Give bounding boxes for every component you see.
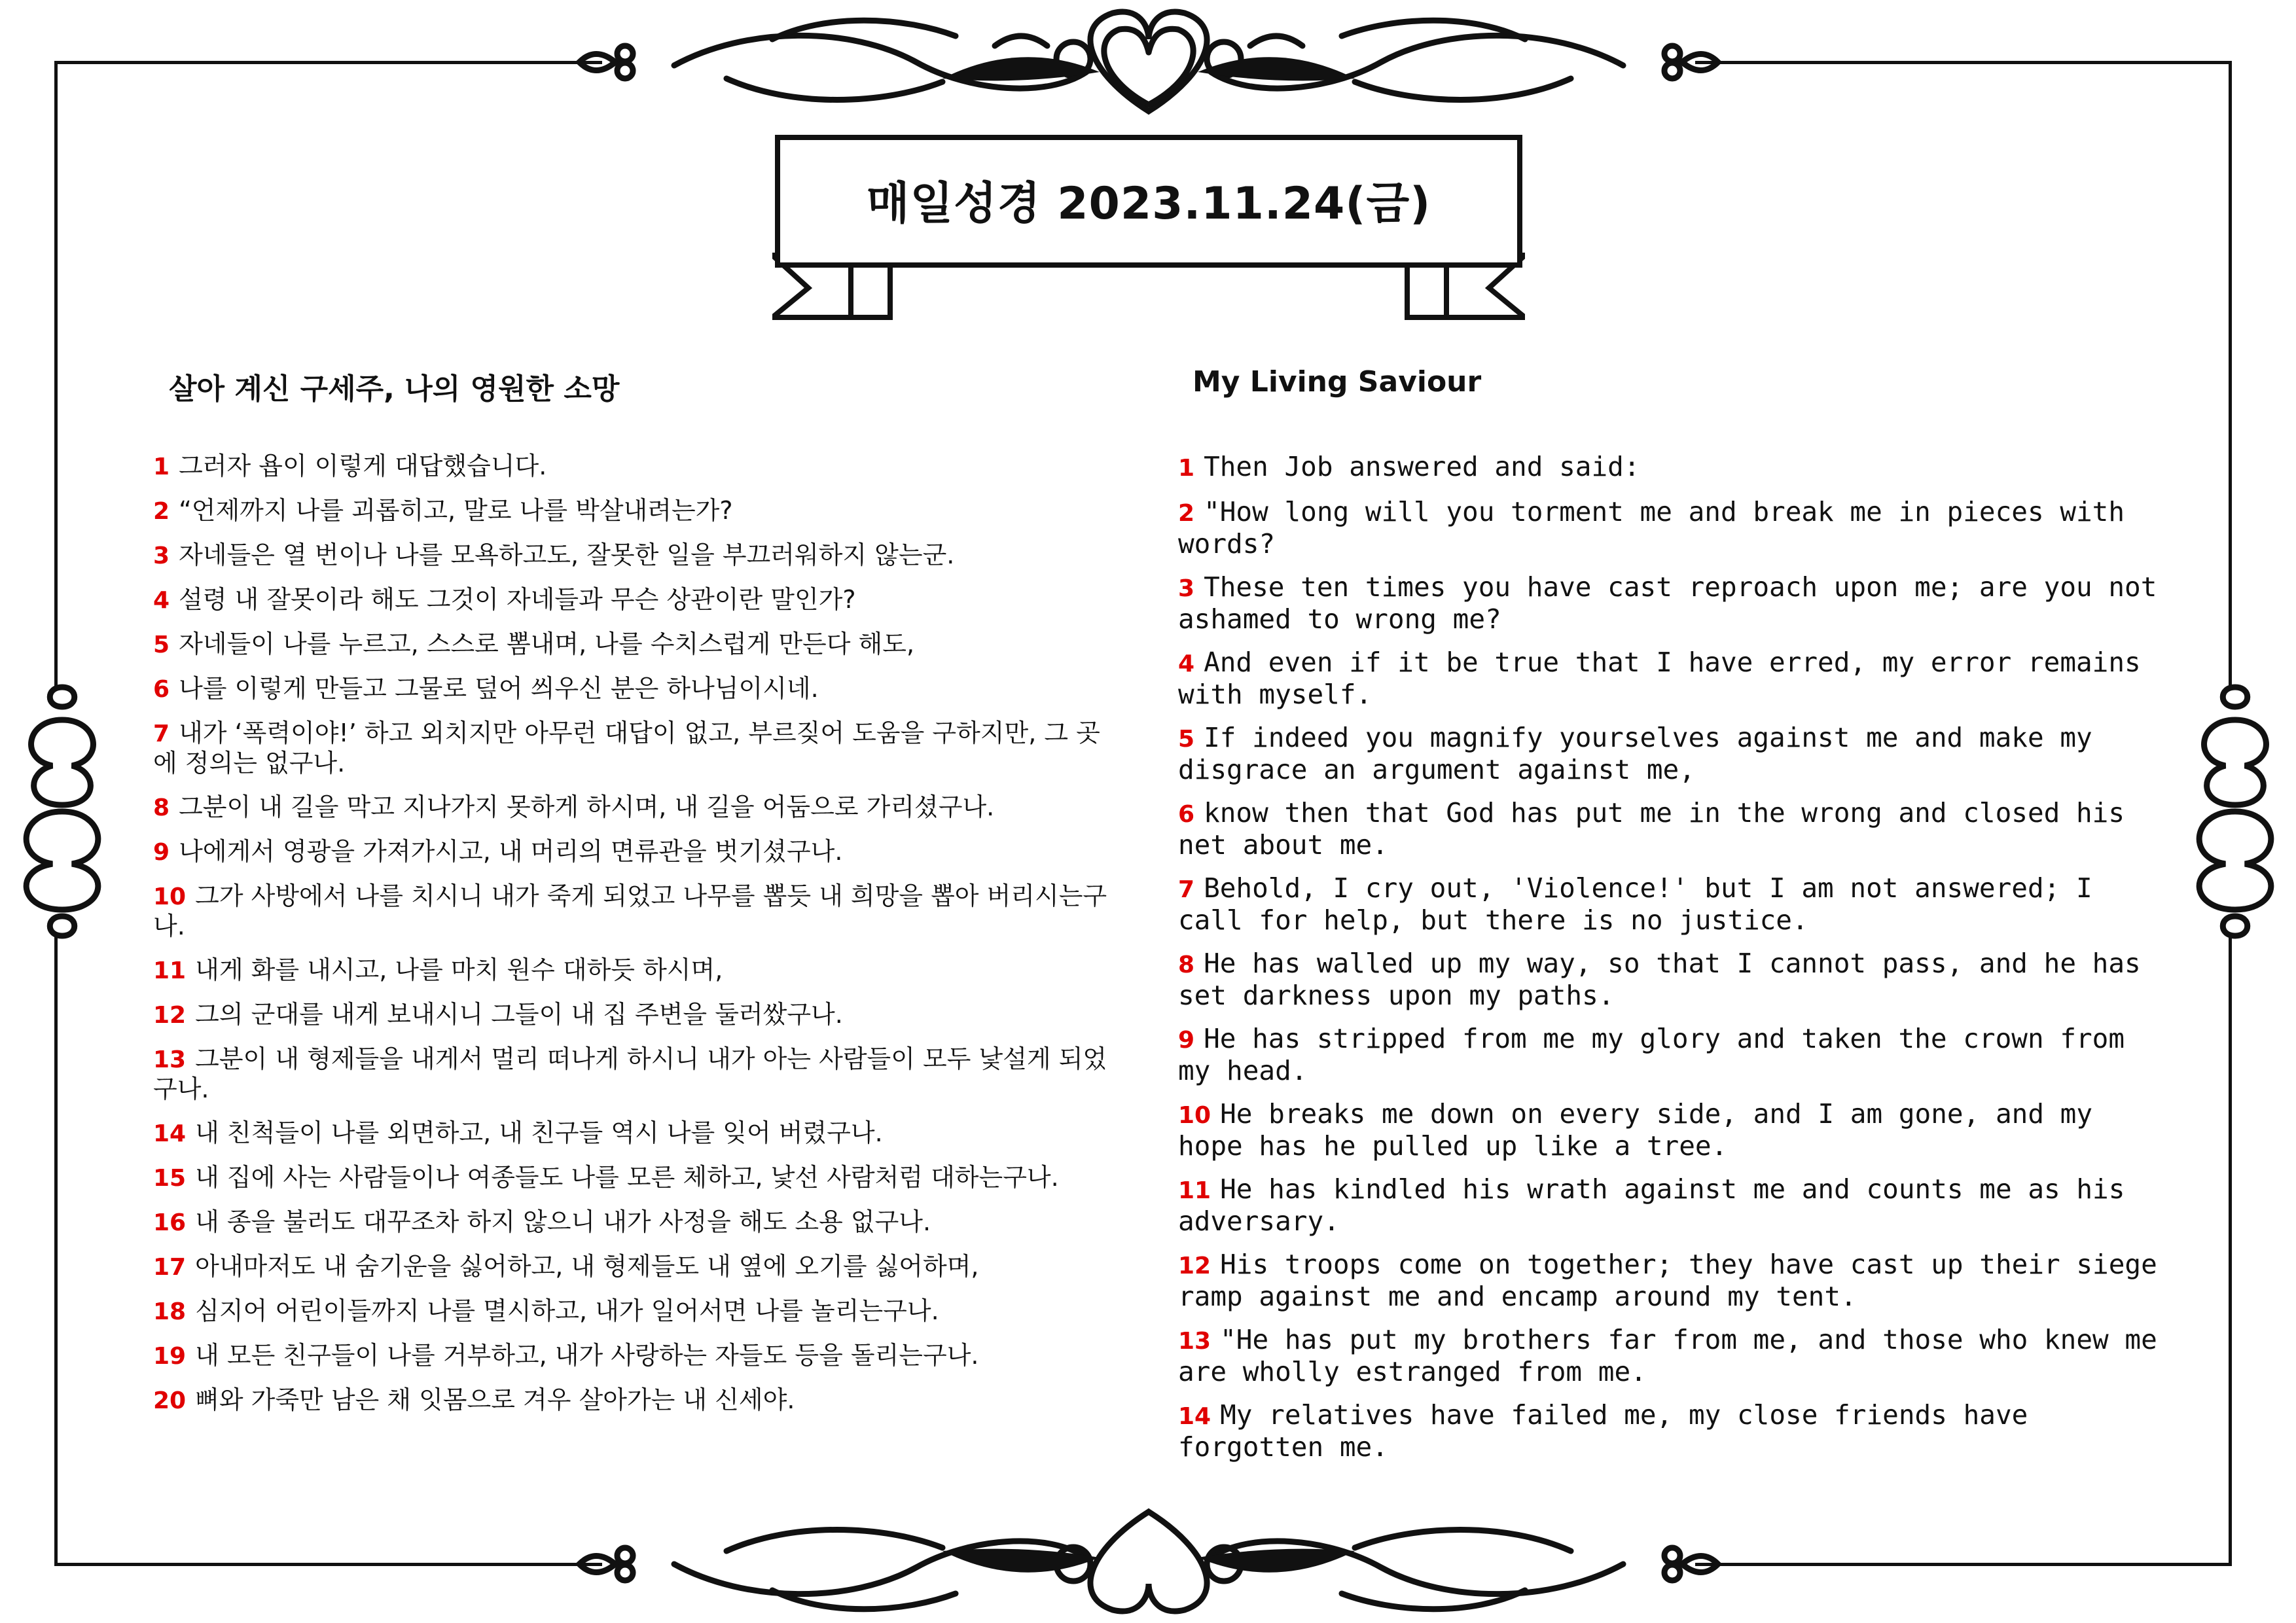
verse-number: 17 [153, 1254, 187, 1281]
verse-text: 자네들이 나를 누르고, 스스로 뽐내며, 나를 수치스럽게 만든다 해도, [179, 630, 915, 658]
verse-item [1178, 1400, 2160, 1462]
verse-item [1178, 1099, 2160, 1161]
verse-text: 뼈와 가죽만 남은 채 잇몸으로 겨우 살아가는 내 신세야. [195, 1385, 795, 1414]
verse-number: 10 [1178, 1102, 1211, 1129]
verse-number: 10 [153, 883, 187, 910]
right-side-ornament [2186, 674, 2284, 949]
verse-text: “언제까지 나를 괴롭히고, 말로 나를 박살내려는가? [179, 496, 733, 525]
verse-number: 5 [153, 632, 170, 658]
verse-number: 18 [153, 1298, 187, 1325]
verse-item [153, 1118, 1122, 1149]
verse-number: 4 [1178, 651, 1195, 677]
verse-text: He has walled up my way, so that I cannot pass, and he has set darkness upon my paths. [1178, 948, 2141, 1011]
verse-text: His troops come on together; they have cast up their siege ramp against me and encamp around my tent. [1178, 1249, 2157, 1312]
verse-item [1178, 452, 2160, 484]
verse-number: 8 [153, 794, 170, 821]
verse-item [1178, 647, 2160, 709]
verse-number: 7 [153, 721, 170, 747]
verse-item [153, 541, 1122, 571]
verse-text: 그가 사방에서 나를 치시니 내가 죽게 되었고 나무를 뽑듯 내 희망을 뽑아 버리시는구나. [153, 882, 1107, 940]
verse-text: 내 친척들이 나를 외면하고, 내 친구들 역시 나를 잊어 버렸구나. [195, 1118, 883, 1147]
verse-number: 7 [1178, 876, 1195, 903]
verse-text: 나를 이렇게 만들고 그물로 덮어 씌우신 분은 하나님이시네. [179, 674, 819, 703]
korean-verse-list [153, 452, 1122, 1430]
verse-number: 8 [1178, 952, 1195, 978]
verse-text: If indeed you magnify yourselves against me and make my disgrace an argument against me, [1178, 722, 2092, 785]
verse-item [153, 882, 1122, 941]
verse-text: 내 종을 불러도 대꾸조차 하지 않으니 내가 사정을 해도 소용 없구나. [195, 1207, 931, 1236]
verse-item [1178, 572, 2160, 634]
english-verse-list [1178, 452, 2160, 1475]
verse-number: 5 [1178, 726, 1195, 753]
korean-section-title: 살아 계신 구세주, 나의 영원한 소망 [169, 372, 620, 406]
verse-item [153, 837, 1122, 867]
verse-number: 6 [153, 676, 170, 703]
verse-item [153, 1207, 1122, 1238]
verse-item [1178, 1325, 2160, 1387]
verse-text: 내 집에 사는 사람들이나 여종들도 나를 모른 체하고, 낯선 사람처럼 대하는구나. [195, 1163, 1059, 1192]
verse-text: "He has put my brothers far from me, and those who knew me are wholly estranged from me. [1178, 1324, 2157, 1387]
verse-text: He has stripped from me my glory and taken the crown from my head. [1178, 1023, 2125, 1086]
verse-text: 그러자 욥이 이렇게 대답했습니다. [179, 452, 547, 480]
verse-item [153, 955, 1122, 986]
verse-text: Behold, I cry out, 'Violence!' but I am not answered; I call for help, but there is no justice. [1178, 872, 2092, 936]
verse-text: 자네들은 열 번이나 나를 모욕하고도, 잘못한 일을 부끄러워하지 않는군. [179, 541, 955, 569]
verse-number: 12 [153, 1002, 187, 1029]
verse-number: 20 [153, 1387, 187, 1414]
verse-number: 11 [1178, 1177, 1211, 1204]
verse-number: 14 [153, 1120, 187, 1147]
verse-item [1178, 948, 2160, 1010]
verse-number: 9 [153, 839, 170, 866]
verse-text: 내 모든 친구들이 나를 거부하고, 내가 사랑하는 자들도 등을 돌리는구나. [195, 1341, 979, 1370]
verse-item [153, 496, 1122, 526]
verse-text: He has kindled his wrath against me and counts me as his adversary. [1178, 1173, 2125, 1237]
verse-number: 13 [1178, 1328, 1211, 1355]
verse-text: These ten times you have cast reproach upon me; are you not ashamed to wrong me? [1178, 571, 2157, 635]
english-section-title: My Living Saviour [1193, 365, 1482, 399]
verse-number: 12 [1178, 1253, 1211, 1279]
verse-text: And even if it be true that I have erred, my error remains with myself. [1178, 647, 2141, 710]
verse-number: 3 [1178, 575, 1195, 602]
verse-item [153, 793, 1122, 823]
verse-number: 4 [153, 587, 170, 614]
verse-number: 1 [153, 454, 170, 480]
top-flourish-ornament [576, 0, 1721, 124]
verse-item [153, 452, 1122, 482]
verse-number: 13 [153, 1046, 187, 1073]
verse-item [1178, 798, 2160, 860]
verse-item [153, 630, 1122, 660]
verse-item [1178, 1249, 2160, 1311]
verse-item [153, 1044, 1122, 1104]
verse-item [1178, 497, 2160, 559]
verse-item [1178, 1024, 2160, 1086]
verse-item [153, 1341, 1122, 1371]
verse-number: 2 [153, 498, 170, 525]
verse-text: know then that God has put me in the wrong and closed his net about me. [1178, 797, 2125, 861]
verse-text: He breaks me down on every side, and I am gone, and my hope has he pulled up like a tree. [1178, 1098, 2093, 1162]
verse-number: 15 [153, 1165, 187, 1192]
verse-item [153, 719, 1122, 778]
verse-text: 아내마저도 내 숨기운을 싫어하고, 내 형제들도 내 옆에 오기를 싫어하며, [195, 1252, 979, 1281]
page-title: 매일성경 2023.11.24(금) [866, 177, 1431, 230]
verse-item [1178, 873, 2160, 935]
verse-text: 그분이 내 형제들을 내게서 멀리 떠나게 하시니 내가 아는 사람들이 모두 낯설게 되었구나. [153, 1044, 1107, 1103]
verse-text: 그의 군대를 내게 보내시니 그들이 내 집 주변을 둘러쌌구나. [195, 1000, 843, 1029]
verse-text: 심지어 어린이들까지 나를 멸시하고, 내가 일어서면 나를 놀리는구나. [195, 1296, 939, 1325]
verse-text: 내가 ‘폭력이야!’ 하고 외치지만 아무런 대답이 없고, 부르짖어 도움을 구하지만, 그 곳에 정의는 없구나. [153, 719, 1100, 777]
verse-text: 그분이 내 길을 막고 지나가지 못하게 하시며, 내 길을 어둠으로 가리셨구나. [179, 793, 995, 821]
verse-text: My relatives have failed me, my close friends have forgotten me. [1178, 1399, 2028, 1463]
verse-number: 6 [1178, 801, 1195, 828]
verse-item [153, 1385, 1122, 1416]
verse-text: 나에게서 영광을 가져가시고, 내 머리의 면류관을 벗기셨구나. [179, 837, 843, 866]
verse-item [153, 1252, 1122, 1282]
verse-item [1178, 1174, 2160, 1236]
verse-text: 내게 화를 내시고, 나를 마치 원수 대하듯 하시며, [195, 955, 723, 984]
verse-number: 3 [153, 543, 170, 569]
verse-number: 19 [153, 1343, 187, 1370]
verse-item [1178, 722, 2160, 785]
verse-number: 9 [1178, 1027, 1195, 1054]
verse-item [153, 585, 1122, 615]
verse-text: Then Job answered and said: [1204, 451, 1640, 482]
left-side-ornament [13, 674, 111, 949]
verse-number: 11 [153, 957, 187, 984]
verse-number: 1 [1178, 455, 1195, 482]
verse-item [153, 1296, 1122, 1327]
verse-number: 14 [1178, 1403, 1211, 1430]
verse-item [153, 1000, 1122, 1030]
verse-item [153, 674, 1122, 704]
verse-number: 2 [1178, 500, 1195, 527]
verse-text: 설령 내 잘못이라 해도 그것이 자네들과 무슨 상관이란 말인가? [179, 585, 856, 614]
bottom-flourish-ornament [576, 1502, 1721, 1623]
verse-item [153, 1163, 1122, 1193]
verse-number: 16 [153, 1209, 187, 1236]
verse-text: "How long will you torment me and break me in pieces with words? [1178, 496, 2125, 560]
